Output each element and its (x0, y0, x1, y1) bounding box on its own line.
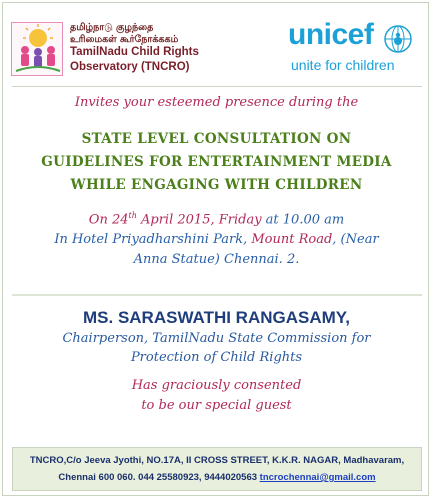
guest-role-line-1: Chairperson, TamilNadu State Commission for (62, 331, 371, 346)
header-divider (12, 86, 422, 87)
event-title-line-3: WHILE ENGAGING WITH CHILDREN (70, 177, 363, 193)
tncro-name-line-1: TamilNadu Child Rights (70, 46, 199, 58)
date-rest: April 2015, Friday (136, 212, 266, 228)
email-link[interactable]: tncrochennai@gmail.com (259, 472, 376, 483)
address-line-1: TNCRO,C/o Jeeva Jyothi, NO.17A, II CROSS STREET, K.K.R. NAGAR, Madhavaram, (29, 455, 405, 466)
date-prefix: On 24 (88, 212, 129, 228)
guest-role-line-2: Protection of Child Rights (130, 350, 303, 365)
venue-road: Mount Road (251, 232, 333, 247)
unicef-wordmark: unicef (288, 18, 374, 51)
unicef-globe-icon (383, 24, 413, 54)
guest-note-line-1: Has graciously consented (131, 378, 302, 393)
event-date (0, 211, 433, 227)
tncro-name-line-2: Observatory (TNCRO) (70, 61, 190, 73)
event-venue-line-2: Anna Statue) Chennai. 2. (133, 252, 300, 267)
tncro-children-logo (11, 22, 63, 76)
tncro-name (70, 45, 199, 75)
invitation-frame (2, 2, 429, 496)
event-venue-line-1 (0, 232, 433, 247)
tncro-tamil-line-2: உரிமைகள் கூர்நோக்ககம் (70, 34, 179, 45)
contact-footer (12, 447, 422, 491)
section-divider (12, 294, 422, 296)
children-illustration (12, 23, 63, 76)
event-time: at 10.00 am (265, 212, 345, 228)
unicef-tagline: unite for children (291, 57, 395, 73)
event-title-line-2: GUIDELINES FOR ENTERTAINMENT MEDIA (41, 154, 392, 170)
date-suffix: th (128, 211, 137, 220)
address-phone: Chennai 600 060. 044 25580923, 9444020563 (58, 472, 260, 483)
invite-intro: Invites your esteemed presence during the (74, 95, 359, 110)
guest-note-line-2: to be our special guest (141, 398, 292, 413)
event-title-line-1: STATE LEVEL CONSULTATION ON (81, 131, 352, 147)
guest-name: MS. SARASWATHI RANGASAMY, (83, 308, 350, 327)
address-line-2 (13, 472, 421, 483)
venue-hotel: In Hotel Priyadharshini Park, (54, 232, 252, 247)
tncro-tamil-name (70, 22, 178, 46)
tncro-tamil-line-1: தமிழ்நாடு குழந்தை (70, 22, 154, 33)
venue-near: , (Near (332, 232, 379, 247)
